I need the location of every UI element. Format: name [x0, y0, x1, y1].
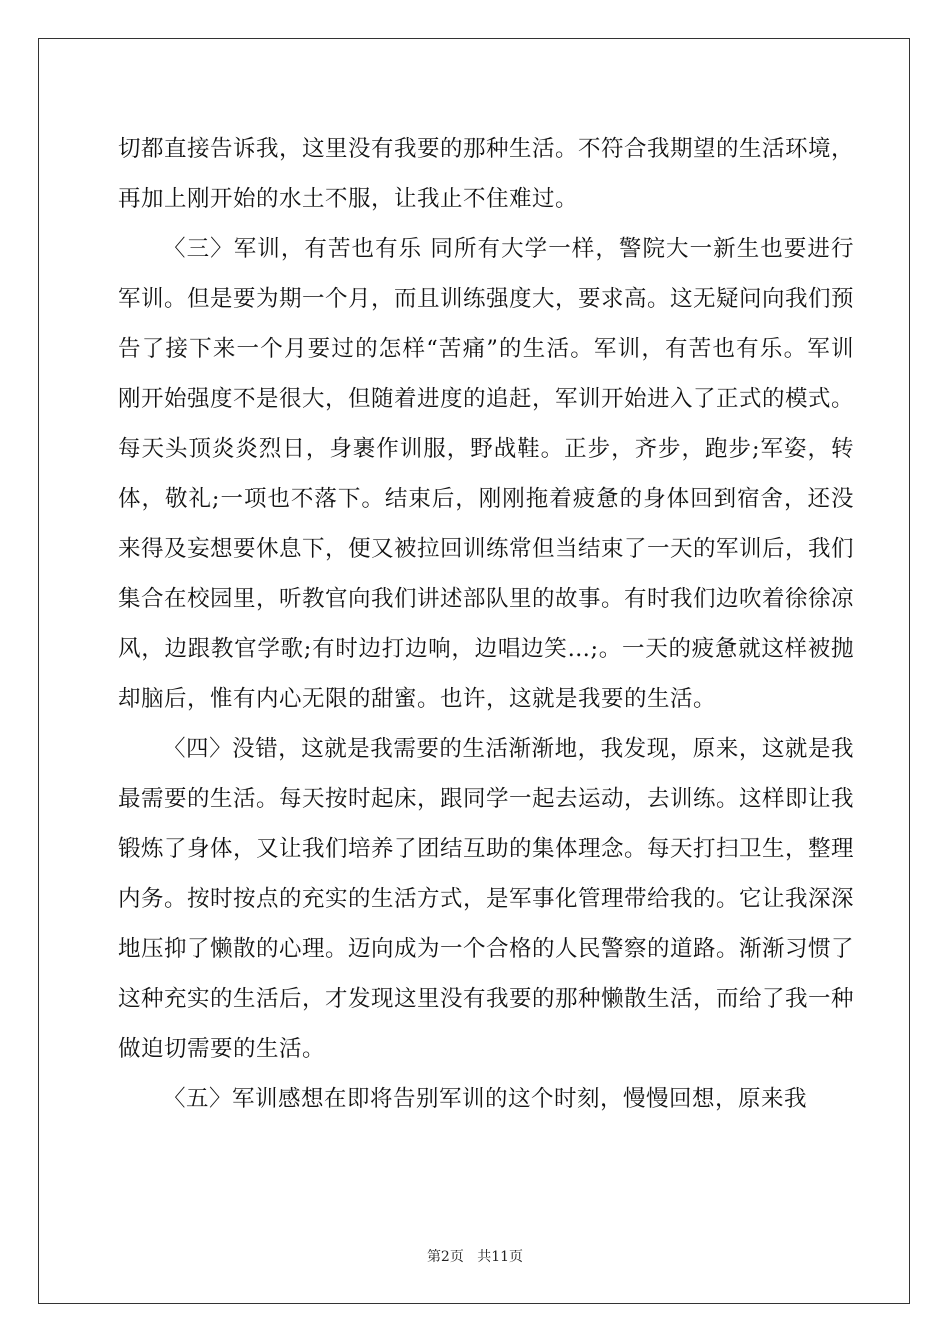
- paragraph-1: 切都直接告诉我，这里没有我要的那种生活。不符合我期望的生活环境，再加上刚开始的水土不服，让我止不住难过。: [118, 136, 855, 212]
- page-footer: [0, 1246, 950, 1266]
- total-pages: 共11页: [477, 1249, 524, 1265]
- footer-spacer: [464, 1249, 477, 1265]
- page-number: 第2页: [426, 1249, 464, 1265]
- paragraph-2: 〈三〉军训，有苦也有乐 同所有大学一样，警院大一新生也要进行军训。但是要为期一个月，而且训练强度大，要求高。这无疑问向我们预告了接下来一个月要过的怎样“苦痛”的生活。军训，有苦也有乐。军训刚开始强度不是很大，但随着进度的追赶，军训开始进入了正式的模式。每天头顶炎炎烈日，身裹作训服，野战鞋。正步，齐步，跑步;军姿，转体，敬礼;一项也不落下。结束后，刚刚拖着疲惫的身体回到宿舍，还没来得及妄想要休息下，便又被拉回训练常但当结束了一天的军训后，我们集合在校园里，听教官向我们讲述部队里的故事。有时我们边吹着徐徐凉风，边跟教官学歌;有时边打边响，边唱边笑…;。一天的疲惫就这样被抛却脑后，惟有内心无限的甜蜜。也许，这就是我要的生活。: [118, 236, 855, 712]
- paragraph-3: 〈四〉没错，这就是我需要的生活渐渐地，我发现，原来，这就是我最需要的生活。每天按时起床，跟同学一起去运动，去训练。这样即让我锻炼了身体，又让我们培养了团结互助的集体理念。每天打扫卫生，整理内务。按时按点的充实的生活方式，是军事化管理带给我的。它让我深深地压抑了懒散的心理。迈向成为一个合格的人民警察的道路。渐渐习惯了这种充实的生活后，才发现这里没有我要的那种懒散生活，而给了我一种做迫切需要的生活。: [118, 736, 855, 1062]
- document-body: [118, 124, 854, 1124]
- paragraph-4: 〈五〉军训感想在即将告别军训的这个时刻，慢慢回想，原来我: [163, 1086, 808, 1112]
